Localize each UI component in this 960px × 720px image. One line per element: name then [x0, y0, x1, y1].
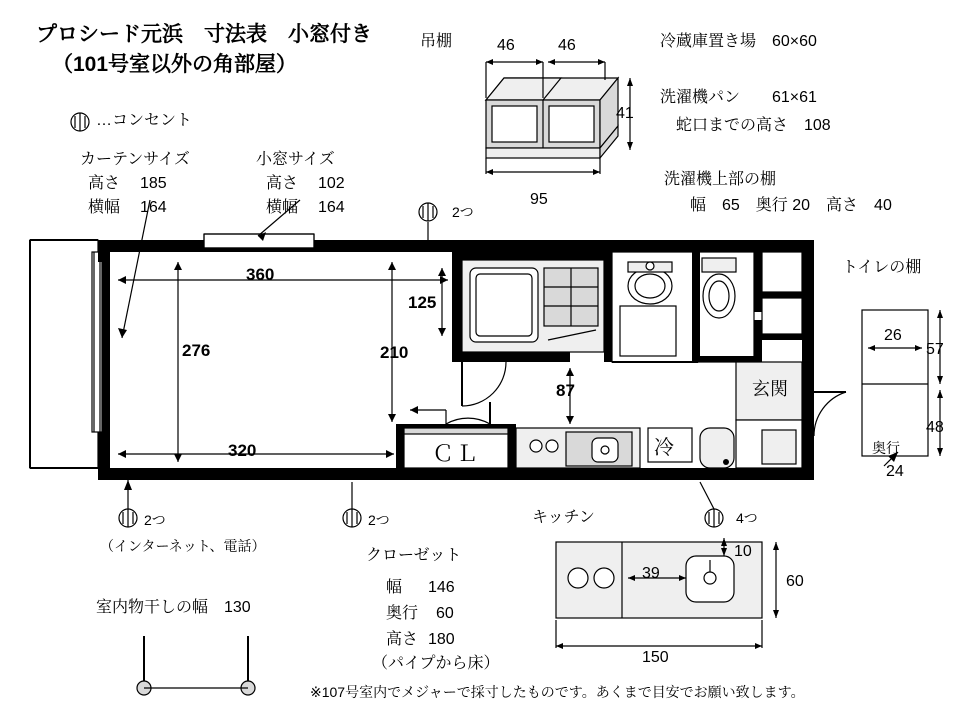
outlet-symbol-top: [419, 203, 437, 240]
hanging-shelf-label: 吊棚: [420, 33, 453, 50]
entrance-plan-label: 玄関: [752, 379, 788, 399]
page-title-line1: プロシード元浜 寸法表 小窓付き: [36, 23, 372, 46]
faucet-height-note: 蛇口までの高さ 108: [676, 117, 831, 134]
outlet-symbol-bottom-right: [700, 482, 723, 527]
small-window-width-value: 164: [318, 199, 345, 216]
curtain-height-value: 185: [140, 175, 167, 192]
dim-320: 320: [228, 441, 257, 460]
laundry-hanger-drawing: [137, 636, 255, 695]
outlet-legend-icon: [71, 113, 89, 131]
legend-outlet-label: …コンセント: [96, 112, 193, 129]
curtain-height-label: 高さ: [88, 175, 121, 192]
closet-depth-value: 60: [436, 605, 454, 622]
laundry-hanger-label: 室内物干しの幅 130: [96, 599, 251, 616]
outlet-symbol-bottom-left: [119, 480, 137, 527]
toilet-shelf-depth-label: 奥行: [872, 440, 900, 456]
small-window-height-value: 102: [318, 175, 345, 192]
hanging-shelf-dim-right: 46: [558, 37, 576, 54]
closet-width-value: 146: [428, 579, 455, 596]
dim-210: 210: [380, 343, 409, 362]
outlet-bottom-right-count: 4つ: [736, 510, 758, 526]
hanging-shelf-dim-height: 41: [616, 105, 634, 122]
closet-height-label: 高さ: [386, 631, 419, 648]
closet-plan-label: ＣＬ: [432, 441, 481, 466]
washer-shelf-title: 洗濯機上部の棚: [664, 171, 777, 188]
footnote: ※107号室内でメジャーで採寸したものです。あくまで目安でお願い致します。: [310, 684, 805, 700]
toilet-shelf-h-upper: 57: [926, 341, 944, 358]
kitchen-dim-60: 60: [786, 573, 804, 590]
floor-plan: [30, 200, 846, 480]
curtain-width-value: 164: [140, 199, 167, 216]
kitchen-label: キッチン: [532, 509, 595, 526]
small-window-heading: 小窓サイズ: [256, 151, 335, 168]
closet-height-value: 180: [428, 631, 455, 648]
hanging-shelf-dim-width: 95: [530, 191, 548, 208]
washer-shelf-dims: 幅 65 奥行 20 高さ 40: [690, 197, 892, 214]
kitchen-dim-39: 39: [642, 565, 660, 582]
fridge-plan-label: 冷: [654, 437, 674, 459]
kitchen-dim-10: 10: [734, 543, 752, 560]
kitchen-dim-150: 150: [642, 649, 669, 666]
dim-276: 276: [182, 341, 211, 360]
toilet-shelf-h-lower: 48: [926, 419, 944, 436]
closet-height-note: （パイプから床）: [372, 655, 500, 672]
toilet-shelf-width: 26: [884, 327, 902, 344]
hanging-shelf-dim-left: 46: [497, 37, 515, 54]
outlet-bottom-left-count: 2つ: [144, 512, 166, 528]
closet-notes-title: クローゼット: [366, 547, 462, 564]
outlet-symbol-bottom-mid: [343, 482, 361, 527]
toilet-shelf-title: トイレの棚: [842, 259, 922, 276]
outlet-bottom-left-note: （インターネット、電話）: [100, 538, 266, 554]
curtain-heading: カーテンサイズ: [80, 151, 190, 168]
toilet-shelf-depth-value: 24: [886, 463, 904, 480]
outlet-bottom-mid-count: 2つ: [368, 512, 390, 528]
small-window-width-label: 横幅: [266, 199, 299, 216]
dim-125: 125: [408, 293, 437, 312]
small-window-height-label: 高さ: [266, 175, 299, 192]
dim-87: 87: [556, 381, 575, 400]
page-title-line2: （101号室以外の角部屋）: [52, 53, 298, 76]
closet-depth-label: 奥行: [386, 605, 419, 622]
dim-360: 360: [246, 265, 275, 284]
outlet-top-count: 2つ: [452, 204, 474, 220]
closet-width-label: 幅: [386, 579, 403, 596]
fridge-note: 冷蔵庫置き場 60×60: [660, 33, 817, 50]
hanging-shelf-drawing: [486, 59, 633, 175]
washer-pan-note: 洗濯機パン 61×61: [660, 89, 817, 106]
curtain-width-label: 横幅: [88, 199, 121, 216]
